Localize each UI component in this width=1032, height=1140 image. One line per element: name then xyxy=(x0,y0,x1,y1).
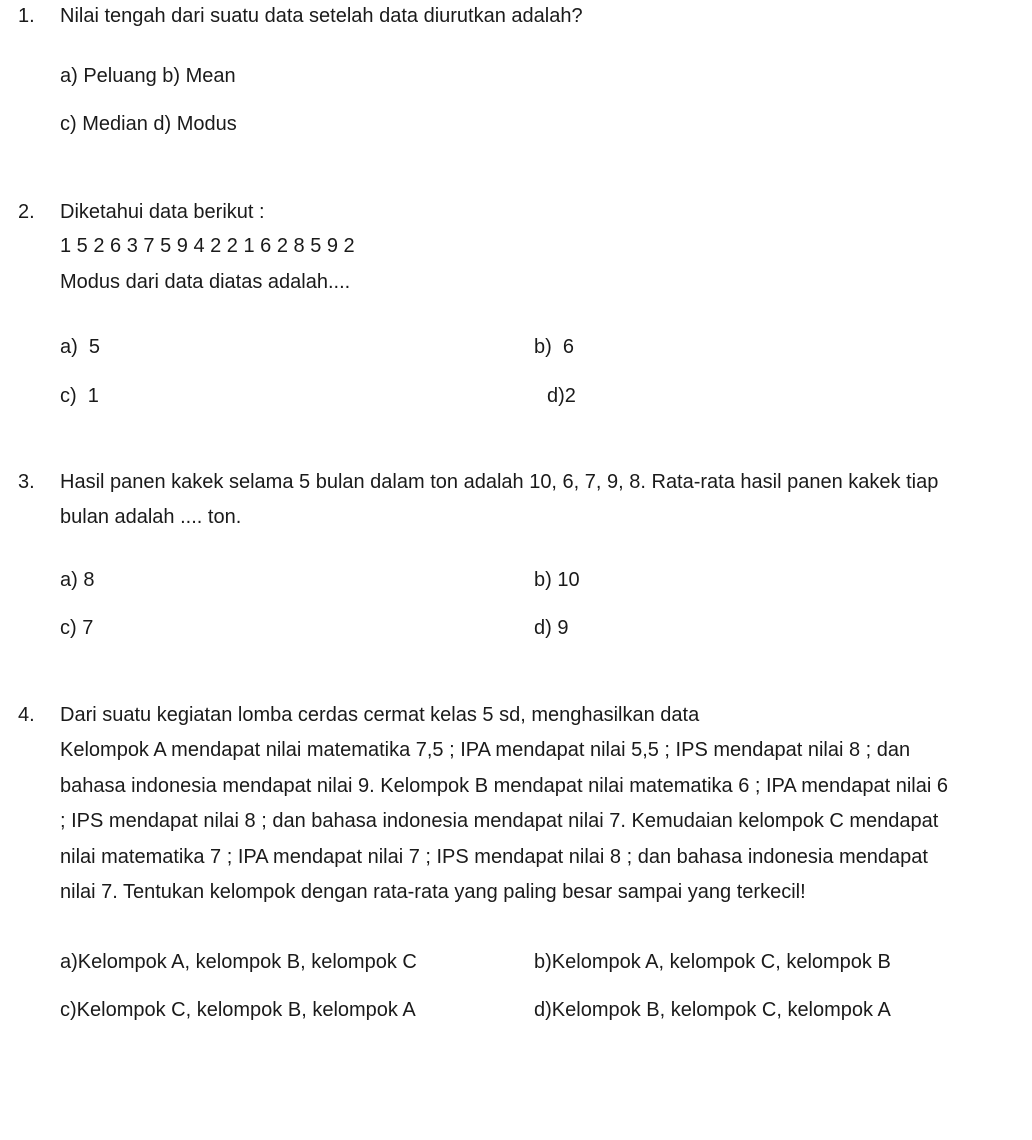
question-1-number: 1. xyxy=(18,5,35,27)
question-4-number: 4. xyxy=(18,704,35,726)
question-3-option-a: a) 8 xyxy=(60,569,95,591)
question-2-option-a: a) 5 xyxy=(60,336,101,358)
question-3-option-c: c) 7 xyxy=(60,617,94,639)
question-3-text-line1: Hasil panen kakek selama 5 bulan dalam ton adalah 10, 6, 7, 9, 8. Rata-rata hasil panen kakek tiap xyxy=(60,471,939,493)
question-4-text-line4: ; IPS mendapat nilai 8 ; dan bahasa indonesia mendapat nilai 7. Kemudaian kelompok C mendapat xyxy=(60,810,939,832)
question-4-text-line6: nilai 7. Tentukan kelompok dengan rata-rata yang paling besar sampai yang terkecil! xyxy=(60,881,806,903)
question-1-options-ab: a) Peluang b) Mean xyxy=(60,65,236,87)
question-3-text-line2: bulan adalah .... ton. xyxy=(60,506,242,528)
question-2-prompt: Modus dari data diatas adalah.... xyxy=(60,271,351,293)
question-3-number: 3. xyxy=(18,471,35,493)
question-3-option-b: b) 10 xyxy=(534,569,580,591)
question-2-option-c: c) 1 xyxy=(60,385,99,407)
question-4-text-line2: Kelompok A mendapat nilai matematika 7,5 ; IPA mendapat nilai 5,5 ; IPS mendapat nilai 8 ; dan xyxy=(60,739,911,761)
question-2-data: 1 5 2 6 3 7 5 9 4 2 2 1 6 2 8 5 9 2 xyxy=(60,235,355,257)
question-2-option-b: b) 6 xyxy=(534,336,575,358)
question-2-number: 2. xyxy=(18,201,35,223)
question-4-text-line5: nilai matematika 7 ; IPA mendapat nilai 7 ; IPS mendapat nilai 8 ; dan bahasa indonesia mendapat xyxy=(60,846,928,868)
question-4-option-c: c)Kelompok C, kelompok B, kelompok A xyxy=(60,999,416,1021)
question-1-options-cd: c) Median d) Modus xyxy=(60,113,237,135)
question-2-text: Diketahui data berikut : xyxy=(60,201,265,223)
question-4-option-b: b)Kelompok A, kelompok C, kelompok B xyxy=(534,951,891,973)
question-3-option-d: d) 9 xyxy=(534,617,569,639)
question-4-text-line1: Dari suatu kegiatan lomba cerdas cermat kelas 5 sd, menghasilkan data xyxy=(60,704,700,726)
question-1-text: Nilai tengah dari suatu data setelah data diurutkan adalah? xyxy=(60,5,583,27)
question-4-text-line3: bahasa indonesia mendapat nilai 9. Kelompok B mendapat nilai matematika 6 ; IPA mendapat nilai 6 xyxy=(60,775,948,797)
question-4-option-a: a)Kelompok A, kelompok B, kelompok C xyxy=(60,951,417,973)
question-2-option-d: d)2 xyxy=(547,385,576,407)
question-4-option-d: d)Kelompok B, kelompok C, kelompok A xyxy=(534,999,891,1021)
